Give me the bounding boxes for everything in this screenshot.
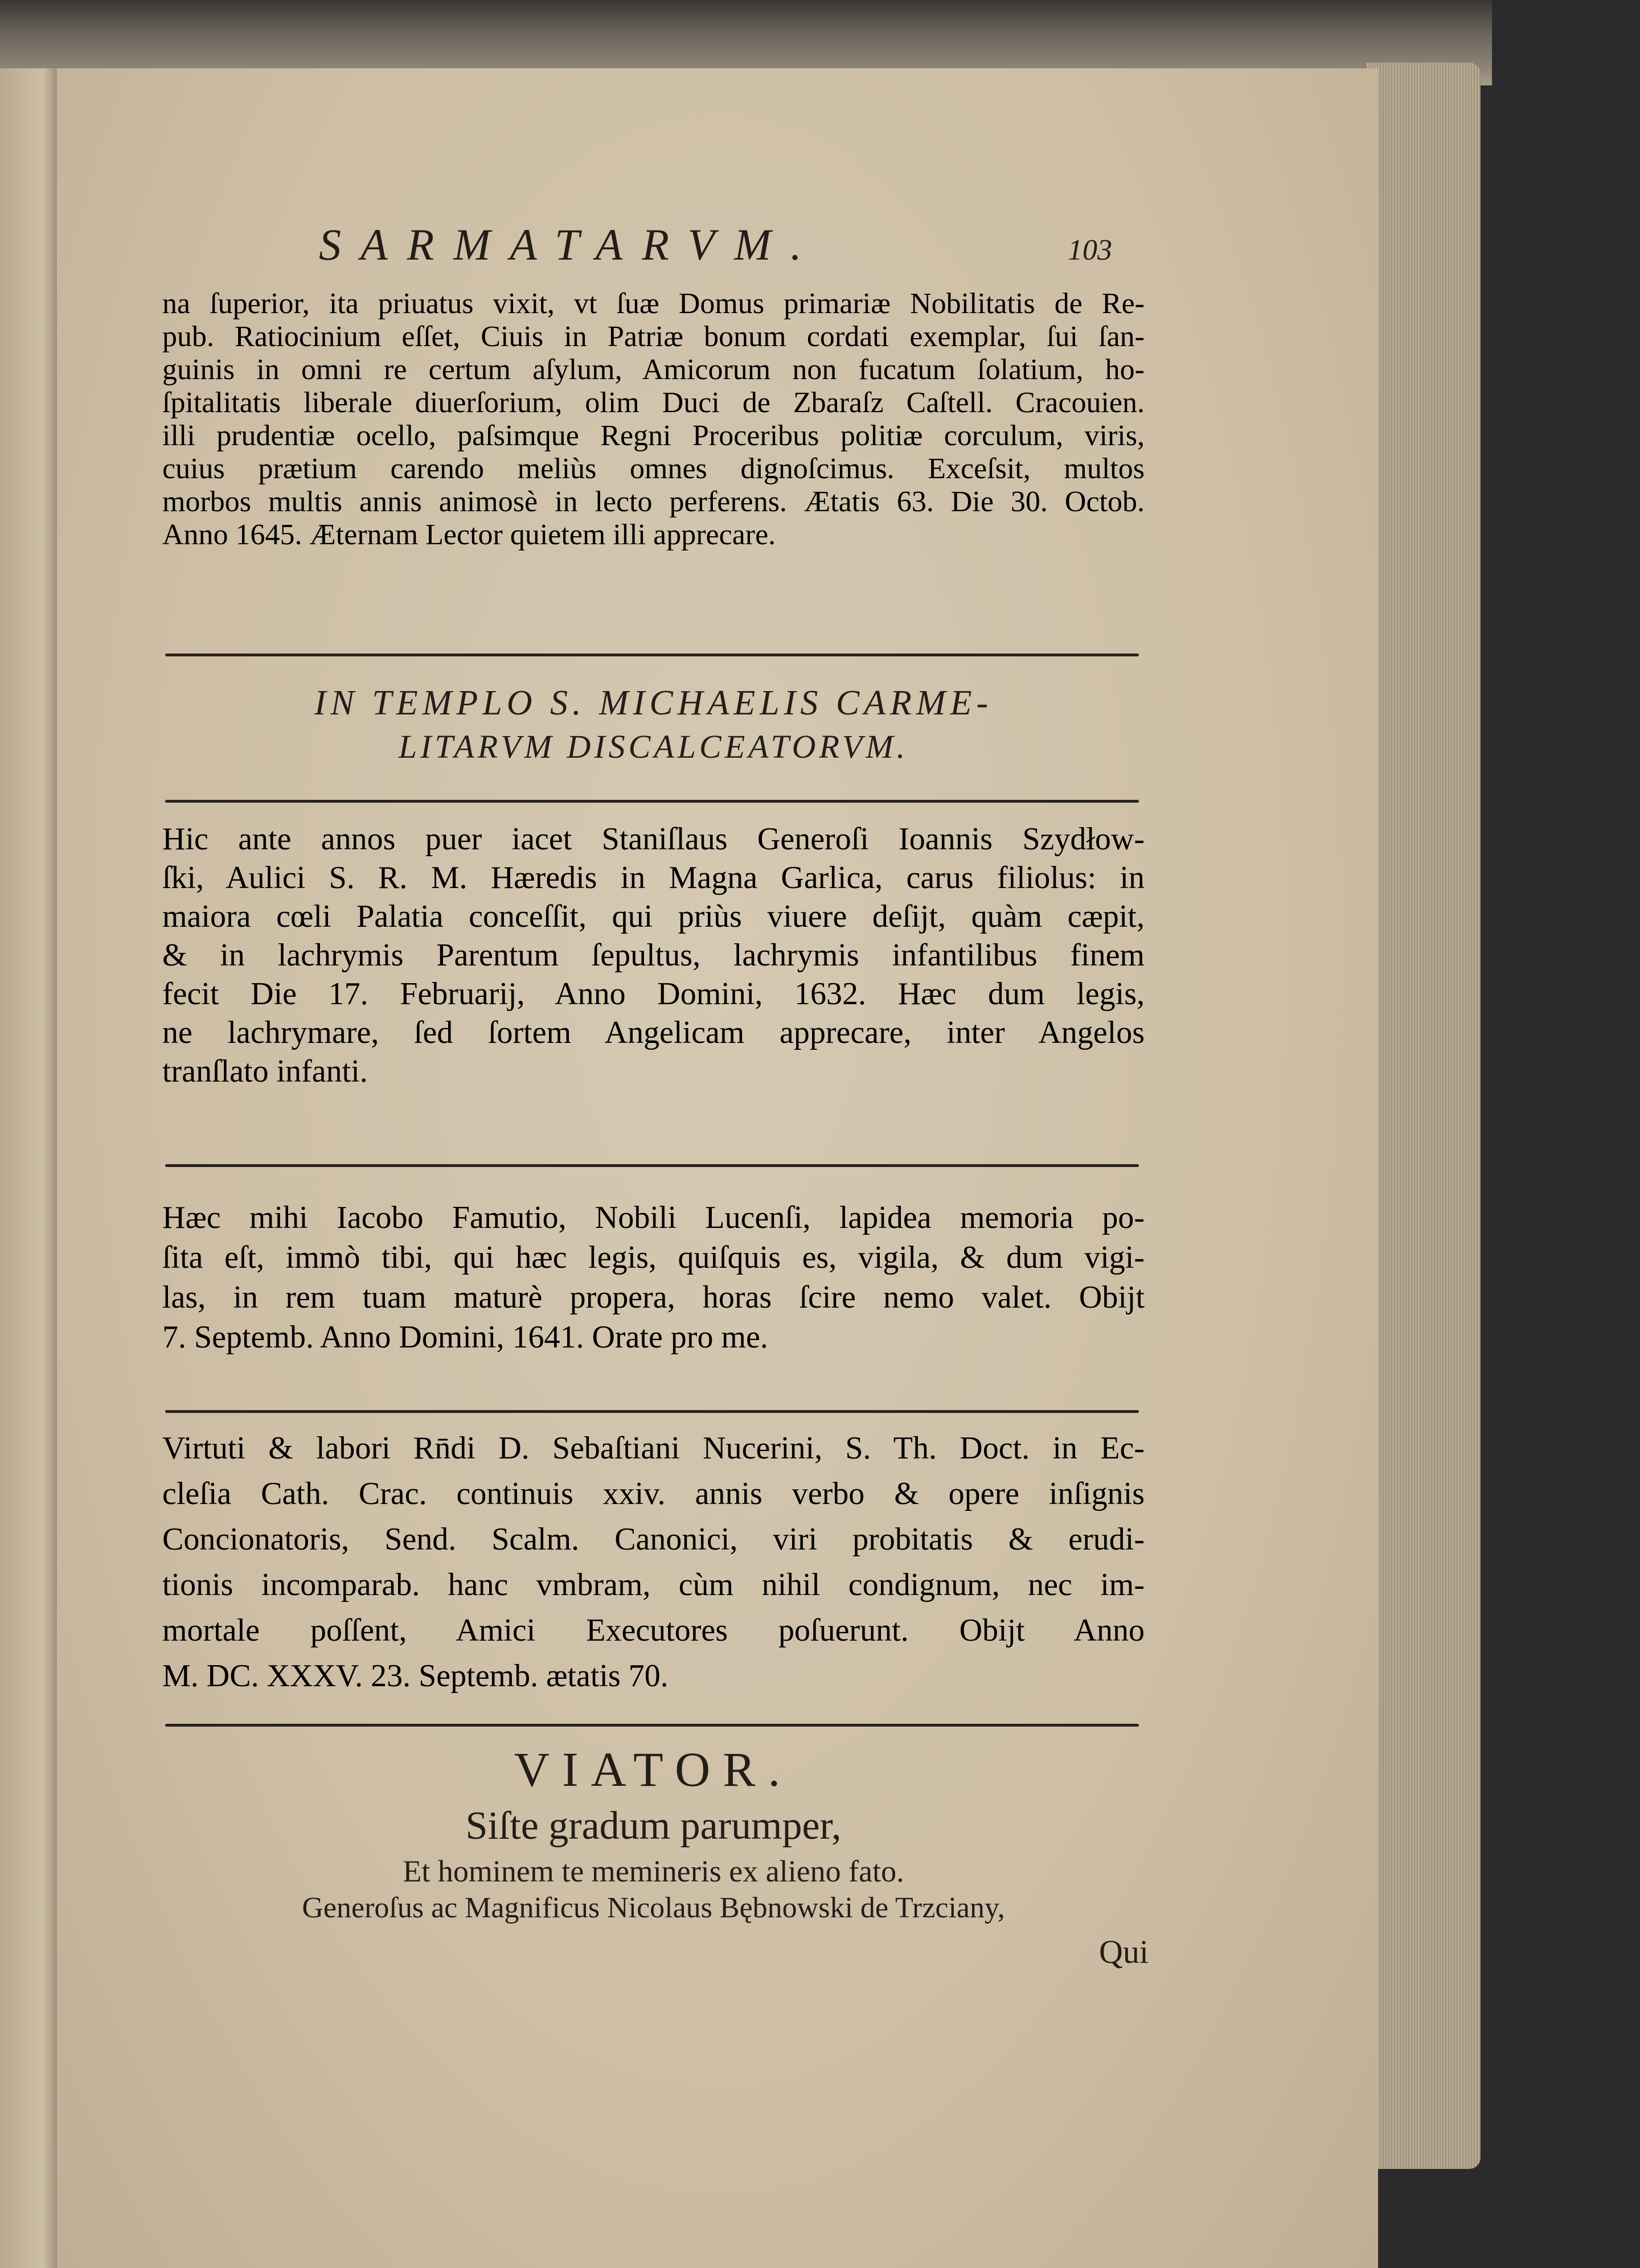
text-line: cuius prætium carendo meliùs omnes dignoſcimus. Exceſsit, multos [162,453,1145,485]
text-line: ne lachrymare, ſed ſortem Angelicam apprecare, inter Angelos [162,1015,1145,1050]
page-number: 103 [1068,234,1112,266]
text-line: Hæc mihi Iacobo Famutio, Nobili Lucenſi, lapidea memoria po- [162,1200,1145,1235]
text-line: ſita eſt, immò tibi, qui hæc legis, quiſquis es, vigila, & dum vigi- [162,1240,1145,1275]
text-line: Hic ante annos puer iacet Staniſlaus Generoſi Ioannis Szydłow- [162,821,1145,857]
catchword: Qui [1099,1933,1149,1970]
divider-rule [165,1164,1139,1167]
text-line: maiora cœli Palatia conceſſit, qui priùs viuere deſijt, quàm cæpit, [162,899,1145,934]
page-fore-edge [1367,63,1481,2169]
viator-line-3: Generoſus ac Magnificus Nicolaus Bębnowski de Trzciany, [302,1892,1005,1924]
text-line: Anno 1645. Æternam Lector quietem illi apprecare. [162,519,776,551]
viator-line-1: Siſte gradum parumper, [465,1804,842,1848]
running-head: SARMATARVM. [319,220,821,269]
text-line: morbos multis annis animosè in lecto perferens. Ætatis 63. Die 30. Octob. [162,486,1145,518]
text-line: illi prudentiæ ocello, paſsimque Regni Proceribus politiæ corculum, viris, [162,420,1145,452]
text-line: M. DC. XXXV. 23. Septemb. ætatis 70. [162,1658,669,1694]
divider-rule [165,800,1139,803]
text-line: cleſia Cath. Crac. continuis xxiv. annis verbo & opere inſignis [162,1476,1145,1511]
text-line: guinis in omni re certum aſylum, Amicorum non fucatum ſolatium, ho- [162,354,1145,386]
divider-rule [165,1410,1139,1413]
text-line: ſki, Aulici S. R. M. Hæredis in Magna Garlica, carus filiolus: in [162,860,1145,895]
text-line: tranſlato infanti. [162,1054,368,1089]
text-line: Concionatoris, Send. Scalm. Canonici, viri probitatis & erudi- [162,1522,1145,1557]
viator-line-2: Et hominem te memineris ex alieno fato. [403,1854,904,1888]
text-line: mortale poſſent, Amici Executores poſuerunt. Obijt Anno [162,1613,1145,1648]
divider-rule [165,1724,1139,1727]
text-line: 7. Septemb. Anno Domini, 1641. Orate pro me. [162,1320,768,1355]
viator-title: VIATOR. [514,1742,793,1797]
text-line: ſpitalitatis liberale diuerſorium, olim Duci de Zbaraſz Caſtell. Cracouien. [162,387,1145,419]
section-heading-line-2: LITARVM DISCALCEATORVM. [398,728,909,765]
divider-rule [165,654,1139,656]
text-line: & in lachrymis Parentum ſepultus, lachrymis infantilibus finem [162,938,1145,973]
text-line: na ſuperior, ita priuatus vixit, vt ſuæ Domus primariæ Nobilitatis de Re- [162,287,1145,320]
text-line: las, in rem tuam maturè propera, horas ſcire nemo valet. Obijt [162,1280,1145,1315]
text-line: fecit Die 17. Februarij, Anno Domini, 1632. Hæc dum legis, [162,976,1145,1012]
text-line: pub. Ratiocinium eſſet, Ciuis in Patriæ bonum cordati exemplar, ſui ſan- [162,321,1145,353]
text-line: Virtuti & labori Rn̄di D. Sebaſtiani Nucerini, S. Th. Doct. in Ec- [162,1431,1145,1466]
text-line: tionis incomparab. hanc vmbram, cùm nihil condignum, nec im- [162,1567,1145,1603]
section-heading-line-1: IN TEMPLO S. MICHAELIS CARME- [314,684,993,722]
facing-page-edge [0,68,62,2268]
